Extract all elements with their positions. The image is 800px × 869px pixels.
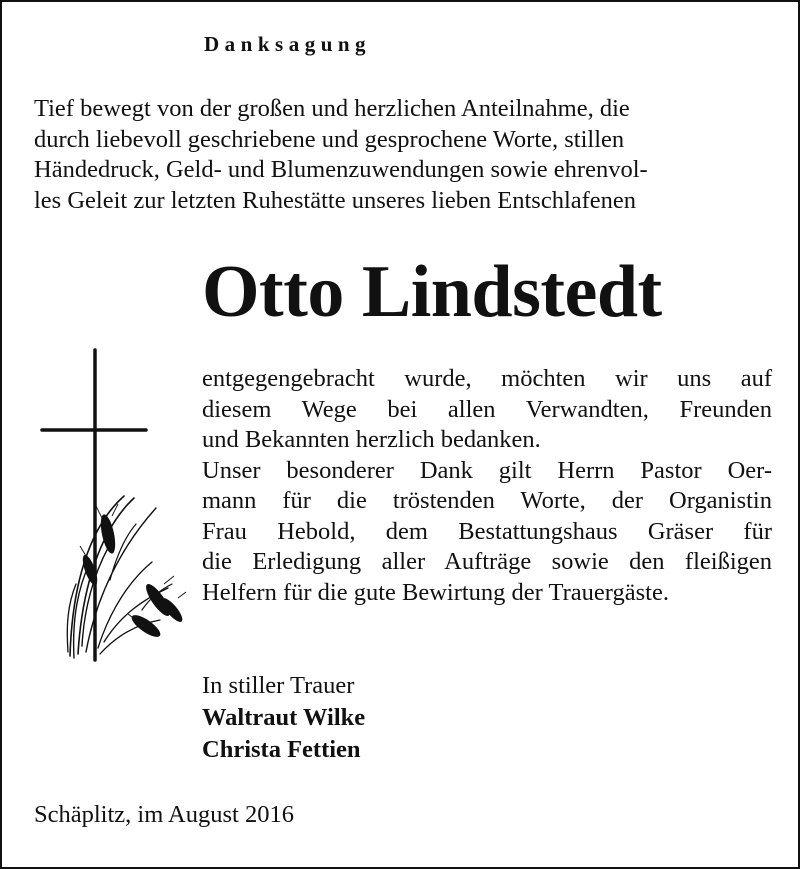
body-line: Frau Hebold, dem Bestattungshaus Gräser für bbox=[202, 517, 772, 545]
body-line: Helfern für die gute Bewirtung der Trauergäste. bbox=[202, 578, 669, 606]
mourning-line: In stiller Trauer bbox=[202, 672, 355, 699]
intro-line: Tief bewegt von der großen und herzlichen Anteilnahme, die bbox=[34, 95, 630, 122]
notice-heading: Danksagung bbox=[204, 32, 372, 56]
signer-name: Christa Fettien bbox=[202, 736, 361, 763]
signer-name: Waltraut Wilke bbox=[202, 704, 366, 731]
place-date: Schäplitz, im August 2016 bbox=[34, 801, 294, 828]
intro-line: Händedruck, Geld- und Blumenzuwendungen sowie ehrenvol- bbox=[34, 156, 648, 183]
intro-line: durch liebevoll geschriebene und gesprochene Worte, stillen bbox=[34, 125, 625, 153]
deceased-name: Otto Lindstedt bbox=[202, 251, 662, 333]
body-line: die Erledigung aller Aufträge sowie den fleißigen bbox=[202, 548, 772, 575]
body-line: entgegengebracht wurde, möchten wir uns auf bbox=[202, 365, 772, 392]
body-paragraph bbox=[202, 364, 772, 608]
intro-paragraph bbox=[34, 94, 768, 216]
cross-with-grain-icon bbox=[38, 348, 188, 664]
body-line: diesem Wege bei allen Verwandten, Freunden bbox=[202, 395, 772, 423]
body-line: Unser besonderer Dank gilt Herrn Pastor Oer- bbox=[202, 456, 772, 484]
intro-line: les Geleit zur letzten Ruhestätte unseres lieben Entschlafenen bbox=[34, 186, 637, 214]
body-line: und Bekannten herzlich bedanken. bbox=[202, 426, 541, 453]
signature-block bbox=[202, 670, 365, 766]
body-line: mann für die tröstenden Worte, der Organistin bbox=[202, 487, 772, 514]
